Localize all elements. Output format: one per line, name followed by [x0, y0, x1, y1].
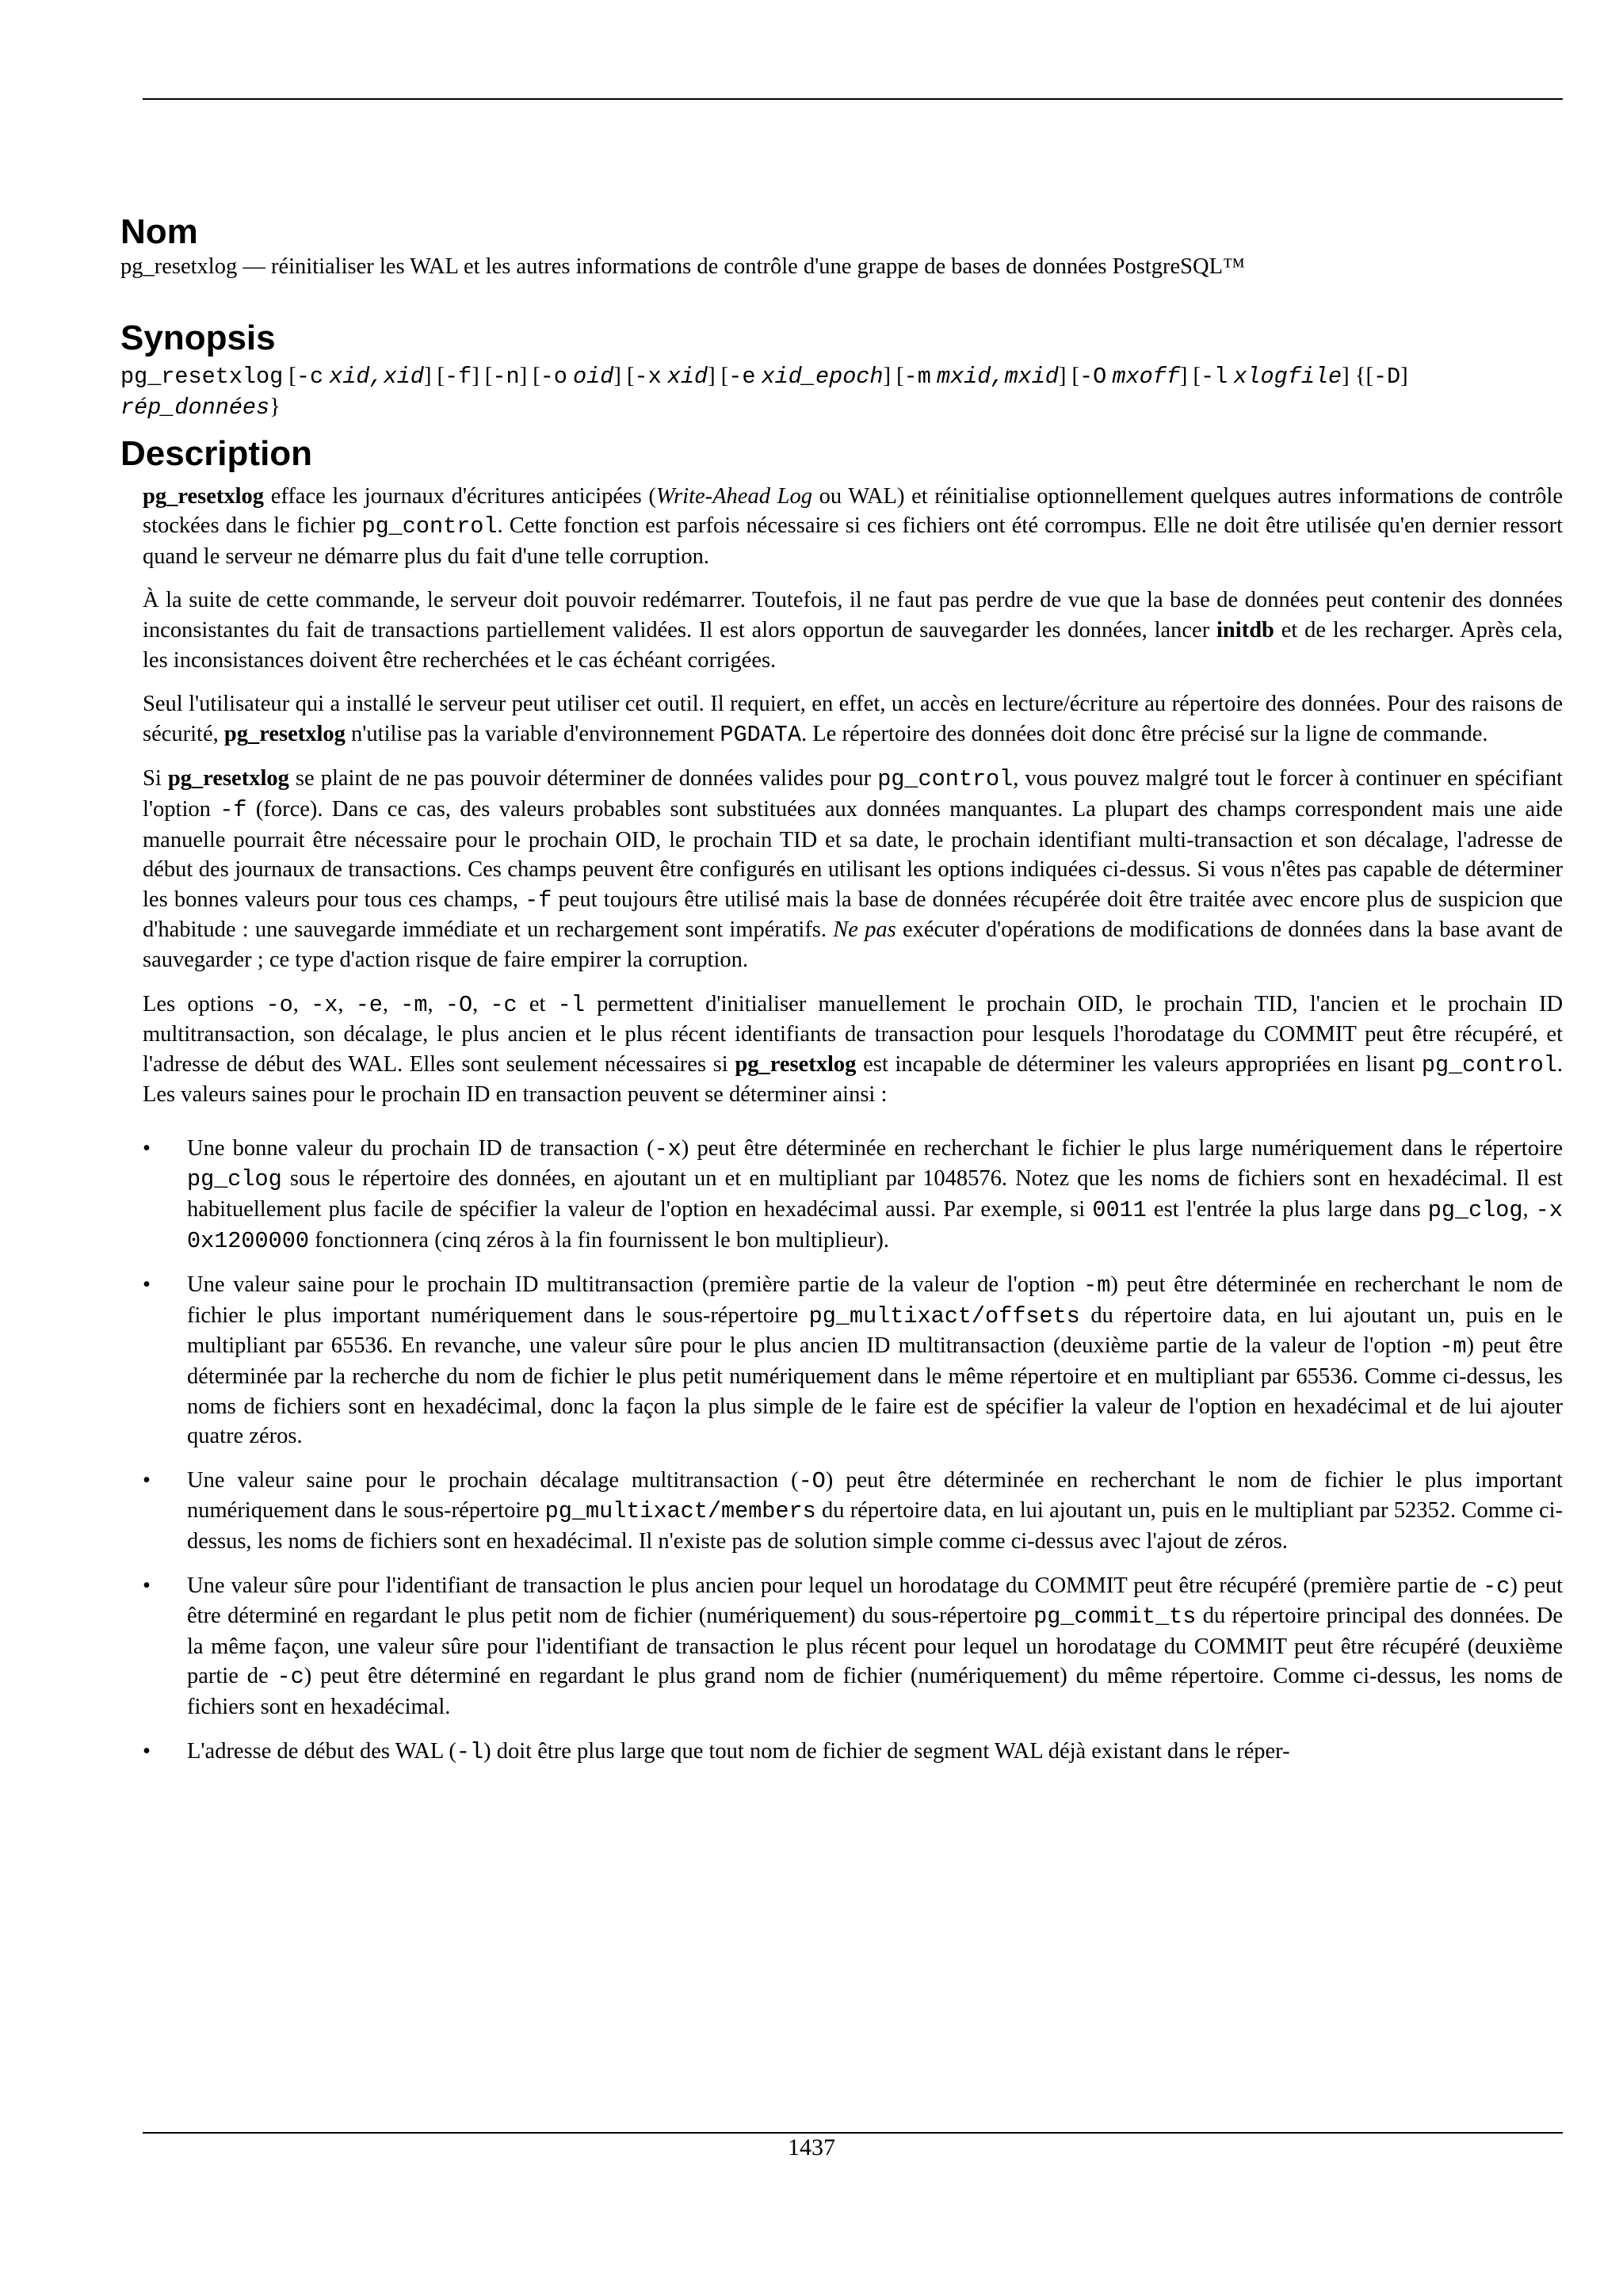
p5-text-1: Les options	[143, 991, 266, 1016]
p1-code: pg_control	[361, 513, 498, 540]
p4-text-4: (force). Dans ce cas, des valeurs probables sont substituées aux données manquantes. La plupart des champs correspondent mais une aide manuelle pourrait être nécessaire pour le prochain OID, le prochain TID et sa date, le prochain identifiant multi-transaction et son décalage, l'adresse de début des journaux de transactions. Ces champs peuvent être configurés en utilisant les options indiquées ci-dessus. Si vous n'êtes pas capable de déterminer les bonnes valeurs pour tous ces champs,	[143, 796, 1564, 912]
synopsis-command: pg_resetxlog [-c xid,xid] [-f] [-n] [-o oid] [-x xid] [-e xid_epoch] [-m mxid,mxid] [-O mxoff] [-l xlogfile] {[-D] rép_données}	[120, 363, 1408, 421]
b5-code-1: -l	[456, 1738, 484, 1765]
bullet-icon: •	[143, 1467, 151, 1493]
synopsis-arg-o: oid	[573, 363, 614, 390]
p1-text-3: . Cette fonction est parfois nécessaire si ces fichiers ont été corrompus. Elle ne doit être utilisée qu'en dernier ressort quand le serveur ne démarre plus du fait d'une telle corruption.	[143, 513, 1563, 569]
p2-text-1: À la suite de cette commande, le serveur doit pouvoir redémarrer. Toutefois, il ne faut pas perdre de vue que la base de données peut contenir des données inconsistantes du fait de transactions partiellement validées. Il est alors opportun de sauvegarder les données, lancer	[143, 588, 1563, 643]
page-number: 1437	[788, 2134, 835, 2161]
command-name: pg_resetxlog	[735, 1051, 857, 1077]
b1-code-3: 0011	[1092, 1197, 1147, 1224]
bullet-icon: •	[143, 1135, 151, 1161]
description-body	[143, 482, 1563, 1768]
synopsis-arg-c: xid,xid	[329, 363, 424, 390]
p5-text-4: . Les valeurs saines pour le prochain ID en transaction peuvent se déterminer ainsi :	[143, 1051, 1563, 1108]
b3-code-1: -O	[798, 1467, 826, 1494]
p4-text-3: , vous pouvez malgré tout le forcer à continuer en spécifiant l'option	[143, 766, 1563, 822]
p5-text-2: permettent d'initialiser manuellement le prochain OID, le prochain TID, l'ancien et le prochain ID multitransaction, son décalage, le plus ancien et le plus récent identifiants de transaction pour lesquels l'horodatage du COMMIT peut être récupéré, et l'adresse de début des WAL. Elles sont seulement nécessaires si	[143, 991, 1564, 1077]
p1-emphasis: Write-Ahead Log	[655, 483, 812, 509]
b1-text-1: Une bonne valeur du prochain ID de transaction (	[187, 1135, 655, 1161]
synopsis-opt-l: -l	[1200, 363, 1228, 390]
command-name: pg_resetxlog	[143, 483, 265, 509]
refname-line	[120, 252, 1541, 282]
list-item	[143, 1571, 1563, 1722]
p5-code-x: -x	[311, 991, 338, 1018]
synopsis-opt-o: -o	[540, 363, 567, 390]
b5-text-1: L'adresse de début des WAL (	[187, 1738, 456, 1764]
p3-code: PGDATA	[720, 721, 802, 748]
synopsis-opt-e: -e	[728, 363, 756, 390]
synopsis-arg-l: xlogfile	[1233, 363, 1342, 390]
b2-text-4: ) peut être déterminée par la recherche du nom de fichier le plus petit numériquement dans le même répertoire et en multipliant par 65536. Comme ci-dessus, les noms de fichiers sont en hexadécimal, donc la façon la plus simple de le faire est de spécifier la valeur de l'option en hexadécimal et de lui ajouter quatre zéros.	[187, 1333, 1563, 1449]
synopsis-opt-c: -c	[296, 363, 324, 390]
p5-code-O: -O	[445, 991, 473, 1018]
b3-code-2: pg_multixact/members	[544, 1498, 816, 1525]
refname-dash: —	[242, 254, 265, 279]
p4-code-3: -f	[525, 887, 552, 913]
synopsis-opt-f: -f	[445, 363, 472, 390]
p4-emphasis: Ne pas	[833, 917, 896, 943]
p5-conjunction: et	[517, 991, 558, 1016]
b1-text-5: ,	[1522, 1197, 1536, 1222]
bullet-icon: •	[143, 1573, 151, 1598]
b4-text-1: Une valeur sûre pour l'identifiant de transaction le plus ancien pour lequel un horodatage du COMMIT peut être récupéré (première partie de	[187, 1573, 1484, 1598]
p5-code-e: -e	[355, 991, 383, 1018]
list-item	[143, 1466, 1563, 1557]
b3-text-3: du répertoire data, en lui ajoutant un, puis en le multipliant par 52352. Comme ci-dessus, les noms de fichiers sont en hexadécimal. Il n'existe pas de solution simple comme ci-dessus avec l'ajout de zéros.	[187, 1498, 1564, 1554]
paragraph-3	[143, 689, 1563, 749]
command-name: pg_resetxlog	[223, 721, 346, 746]
p2-text-2: et de les recharger. Après cela, les inconsistances doivent être recherchées et le cas échéant corrigées.	[143, 617, 1564, 673]
section-heading-description: Description	[120, 433, 313, 473]
synopsis-opt-x: -x	[634, 363, 662, 390]
p5-code-c: -c	[490, 991, 517, 1018]
refname: pg_resetxlog	[120, 254, 238, 279]
footer-rule	[143, 2132, 1563, 2134]
command-name: pg_resetxlog	[167, 766, 289, 791]
page-content	[120, 212, 1563, 1781]
paragraph-2	[143, 585, 1563, 675]
p5-code-o: -o	[265, 991, 293, 1018]
b3-text-1: Une valeur saine pour le prochain décalage multitransaction (	[187, 1467, 799, 1493]
section-heading-synopsis: Synopsis	[120, 318, 276, 357]
b5-text-2: ) doit être plus large que tout nom de fichier de segment WAL déjà existant dans le réper-	[483, 1738, 1290, 1764]
p1-text-1: efface les journaux d'écritures anticipées (	[264, 483, 656, 509]
header-rule	[143, 98, 1563, 100]
b4-code-1: -c	[1483, 1573, 1510, 1600]
b1-code-5: -x 0x1200000	[187, 1197, 1564, 1254]
b4-code-2: pg_commit_ts	[1033, 1604, 1197, 1630]
p4-text-1: Si	[143, 766, 168, 791]
b2-text-3: du répertoire data, en lui ajoutant un, puis en le multipliant par 65536. En revanche, une valeur sûre pour le plus ancien ID multitransaction (deuxième partie de la valeur de l'option	[187, 1302, 1563, 1359]
bullet-list	[143, 1134, 1563, 1767]
b2-code-2: pg_multixact/offsets	[808, 1302, 1080, 1329]
p5-code-m: -m	[400, 991, 428, 1018]
b2-code-3: -m	[1439, 1333, 1467, 1360]
synopsis-cmd: pg_resetxlog	[120, 363, 284, 390]
list-item	[143, 1270, 1563, 1451]
synopsis-arg-D: rép_données	[120, 394, 270, 421]
b4-text-4: ) peut être déterminé en regardant le plus grand nom de fichier (numériquement) du même répertoire. Comme ci-dessus, les noms de fichiers sont en hexadécimal.	[187, 1664, 1563, 1719]
b1-code-1: -x	[654, 1135, 682, 1162]
b1-text-4: est l'entrée la plus large dans	[1146, 1197, 1428, 1222]
command-name: initdb	[1216, 617, 1274, 643]
b4-text-3: du répertoire principal des données. De la même façon, une valeur sûre pour l'identifiant de transaction le plus récent pour lequel un horodatage du COMMIT peut être récupéré (deuxième partie de	[187, 1604, 1563, 1689]
synopsis-opt-m: -m	[903, 363, 931, 390]
paragraph-5: Les options -o, -x, -e, -m, -O, -c et -l permettent d'initialiser manuellement le prochain OID, le prochain TID, l'ancien et le prochain ID multitransaction, son décalage, le plus ancien et le plus récent identifiants de transaction pour lesquels l'horodatage du COMMIT peut être récupéré, et l'adresse de début des WAL. Elles sont seulement nécessaires si pg_resetxlog est incapable de déterminer les valeurs appropriées en lisant pg_control. Les valeurs saines pour le prochain ID en transaction peuvent se déterminer ainsi :	[143, 991, 1564, 1108]
p3-text-3: . Le répertoire des données doit donc être précisé sur la ligne de commande.	[801, 721, 1488, 746]
bullet-icon: •	[143, 1738, 151, 1764]
p5-code-ctrl: pg_control	[1421, 1051, 1557, 1078]
bullet-icon: •	[143, 1272, 151, 1298]
p4-text-6: exécuter d'opérations de modifications de données dans la base avant de sauvegarder ; ce type d'action risque de faire empirer la corruption.	[143, 917, 1564, 972]
p4-code-1: pg_control	[877, 766, 1014, 793]
synopsis-arg-e: xid_epoch	[761, 363, 884, 390]
b1-text-3: sous le répertoire des données, en ajoutant un et en multipliant par 1048576. Notez que les noms de fichiers sont en hexadécimal. Il est habituellement plus facile de spécifier la valeur de l'option en hexadécimal aussi. Par exemple, si	[187, 1166, 1563, 1222]
p5-text-3: est incapable de déterminer les valeurs appropriées en lisant	[856, 1051, 1422, 1077]
paragraph-1	[143, 482, 1563, 572]
synopsis-opt-D: -D	[1373, 363, 1401, 390]
p4-code-2: -f	[220, 796, 247, 823]
b1-text-6: fonctionnera (cinq zéros à la fin fournissent le bon multiplieur).	[308, 1227, 890, 1253]
list-item	[143, 1134, 1563, 1256]
b1-text-2: ) peut être déterminée en recherchant le fichier le plus large numériquement dans le répertoire	[681, 1135, 1564, 1161]
b4-text-2: ) peut être déterminé en regardant le plus petit nom de fichier (numériquement) du sous-répertoire	[187, 1573, 1563, 1629]
paragraph-4	[143, 764, 1563, 974]
b2-code-1: -m	[1083, 1272, 1111, 1299]
synopsis-arg-x: xid	[666, 363, 708, 390]
p4-text-5: peut toujours être utilisé mais la base de données récupérée doit être traitée avec encore plus de suspicion que d'habitude : une sauvegarde immédiate et un rechargement sont impératifs.	[143, 887, 1563, 943]
p1-text-2: ou WAL) et réinitialise optionnellement quelques autres informations de contrôle stockées dans le fichier	[143, 483, 1563, 539]
b2-text-2: ) peut être déterminée en recherchant le nom de fichier le plus important numériquement dans le sous-répertoire	[187, 1272, 1563, 1328]
synopsis-arg-O: mxoff	[1112, 363, 1180, 390]
synopsis-opt-n: -n	[492, 363, 520, 390]
synopsis-arg-m: mxid,mxid	[936, 363, 1059, 390]
p4-text-2: se plaint de ne pas pouvoir déterminer de données valides pour	[288, 766, 878, 791]
p5-code-l: -l	[557, 991, 585, 1018]
p3-text-1: Seul l'utilisateur qui a installé le serveur peut utiliser cet outil. Il requiert, en effet, un accès en lecture/écriture au répertoire des données. Pour des raisons de sécurité,	[143, 692, 1563, 746]
b1-code-4: pg_clog	[1427, 1197, 1523, 1224]
b4-code-3: -c	[277, 1664, 304, 1691]
b3-text-2: ) peut être déterminée en recherchant le nom de fichier le plus important numériquement dans le sous-répertoire	[187, 1467, 1563, 1524]
section-heading-nom: Nom	[120, 212, 198, 251]
b1-code-2: pg_clog	[187, 1166, 282, 1193]
synopsis-opt-O: -O	[1079, 363, 1107, 390]
b2-text-1: Une valeur saine pour le prochain ID multitransaction (première partie de la valeur de l'option	[187, 1272, 1084, 1298]
refname-purpose: réinitialiser les WAL et les autres informations de contrôle d'une grappe de bases de données PostgreSQL™	[270, 254, 1245, 279]
p3-text-2: n'utilise pas la variable d'environnement	[345, 721, 720, 746]
list-item	[143, 1737, 1563, 1768]
